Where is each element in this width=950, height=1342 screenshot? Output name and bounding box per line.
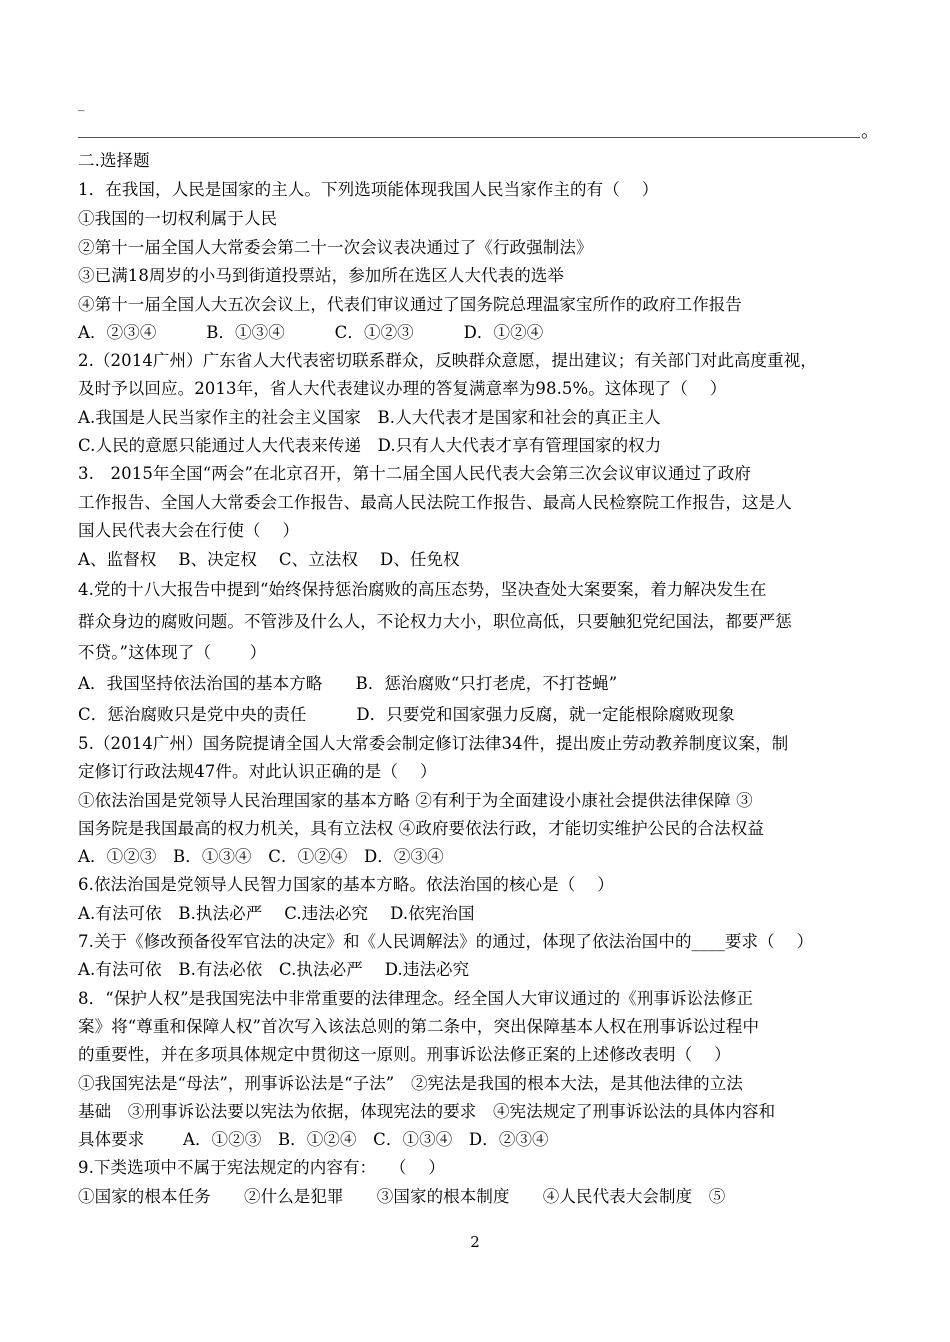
question-1-stem: 1．在我国，人民是国家的主人。下列选项能体现我国人民当家作主的有（ ） (78, 180, 659, 199)
question-1-item: ②第十一届全国人大常委会第二十一次会议表决通过了《行政强制法》 (78, 238, 593, 257)
question-2-stem: 及时予以回应。2013年，省人大代表建议办理的答复满意率为98.5%。这体现了（ ） (78, 379, 727, 398)
rule-end-mark: 。 (861, 121, 879, 142)
question-9-items: ①国家的根本任务 ②什么是犯罪 ③国家的根本制度 ④人民代表大会制度 ⑤ (78, 1187, 726, 1206)
question-3-stem: 国人民代表大会在行使（ ） (78, 521, 300, 540)
question-3-stem: 3. 2015年全国“两会”在北京召开，第十二届全国人民代表大会第三次会议审议通过了政府 (78, 464, 752, 483)
question-8-stem: 8．“保护人权”是我国宪法中非常重要的法律理念。经全国人大审议通过的《刑事诉讼法修正 (78, 989, 754, 1008)
question-4-options: A．我国坚持依法治国的基本方略 B．惩治腐败“只打老虎，不打苍蝇” (78, 674, 618, 693)
answer-rule (78, 137, 860, 138)
question-3-stem: 工作报告、全国人大常委会工作报告、最高人民法院工作报告、最高人民检察院工作报告，这是人 (78, 493, 792, 512)
question-4-stem: 4.党的十八大报告中提到“始终保持惩治腐败的高压态势，坚决查处大案要案，着力解决发生在 (78, 580, 767, 599)
question-8-stem: 案》将“尊重和保障人权”首次写入该法总则的第二条中，突出保障基本人权在刑事诉讼过程中 (78, 1017, 760, 1036)
question-5-stem: 定修订行政法规47件。对此认识正确的是（ ） (78, 762, 437, 781)
question-6-stem: 6.依法治国是党领导人民智力国家的基本方略。依法治国的核心是（ ） (78, 875, 614, 894)
question-4-options: C．惩治腐败只是党中央的责任 D．只要党和国家强力反腐，就一定能根除腐败现象 (78, 705, 735, 724)
question-3-options: A、监督权 B、决定权 C、立法权 D、任免权 (78, 550, 460, 569)
question-5-options: A．①②③ B．①③④ C．①②④ D．②③④ (78, 847, 444, 866)
question-7-options: A.有法可依 B.有法必依 C.执法必严 D.违法必究 (78, 960, 470, 979)
question-8-options: 具体要求 A．①②③ B．①②④ C．①③④ D．②③④ (78, 1130, 549, 1149)
question-7-stem: 7.关于《修改预备役军官法的决定》和《人民调解法》的通过，体现了依法治国中的____要求（ ） (78, 932, 814, 951)
question-8-items: 基础 ③刑事诉讼法要以宪法为依据，体现宪法的要求 ④宪法规定了刑事诉讼法的具体内容和 (78, 1102, 776, 1121)
question-5-items: 国务院是我国最高的权力机关，具有立法权 ④政府要依法行政，才能切实维护公民的合法权益 (78, 819, 764, 838)
question-5-items: ①依法治国是党领导人民治理国家的基本方略 ②有利于为全面建设小康社会提供法律保障 ③ (78, 791, 753, 810)
section-title: 二.选择题 (78, 151, 150, 170)
question-4-stem: 不贷。”这体现了（ ） (78, 643, 267, 662)
question-2-options: C.人民的意愿只能通过人大代表来传递 D.只有人大代表才享有管理国家的权力 (78, 436, 662, 455)
question-1-item: ③已满18周岁的小马到街道投票站，参加所在选区人大代表的选举 (78, 266, 564, 285)
question-8-items: ①我国宪法是“母法”，刑事诉讼法是“子法” ②宪法是我国的根本大法，是其他法律的立法 (78, 1074, 743, 1093)
question-5-stem: 5.（2014广州）国务院提请全国人大常委会制定修订法律34件，提出废止劳动教养制度议案，制 (78, 734, 789, 753)
dash-mark: _ (78, 97, 85, 112)
question-2-options: A.我国是人民当家作主的社会主义国家 B.人大代表才是国家和社会的真正主人 (78, 408, 661, 427)
question-8-stem: 的重要性，并在多项具体规定中贯彻这一原则。刑事诉讼法修正案的上述修改表明（ ） (78, 1045, 731, 1064)
question-2-stem: 2.（2014广州）广东省人大代表密切联系群众，反映群众意愿，提出建议；有关部门对此高度重视， (78, 351, 817, 370)
question-6-options: A.有法可依 B.执法必严 C.违法必究 D.依宪治国 (78, 904, 475, 923)
question-1-options: A．②③④ B．①③④ C．①②③ D．①②④ (78, 323, 544, 342)
question-4-stem: 群众身边的腐败问题。不管涉及什么人，不论权力大小，职位高低，只要触犯党纪国法，都要严惩 (78, 612, 792, 631)
page-number: 2 (470, 1233, 480, 1251)
question-1-item: ④第十一届全国人大五次会议上，代表们审议通过了国务院总理温家宝所作的政府工作报告 (78, 295, 742, 314)
question-1-item: ①我国的一切权利属于人民 (78, 209, 278, 228)
question-9-stem: 9.下类选项中不属于宪法规定的内容有： （ ） (78, 1158, 445, 1177)
